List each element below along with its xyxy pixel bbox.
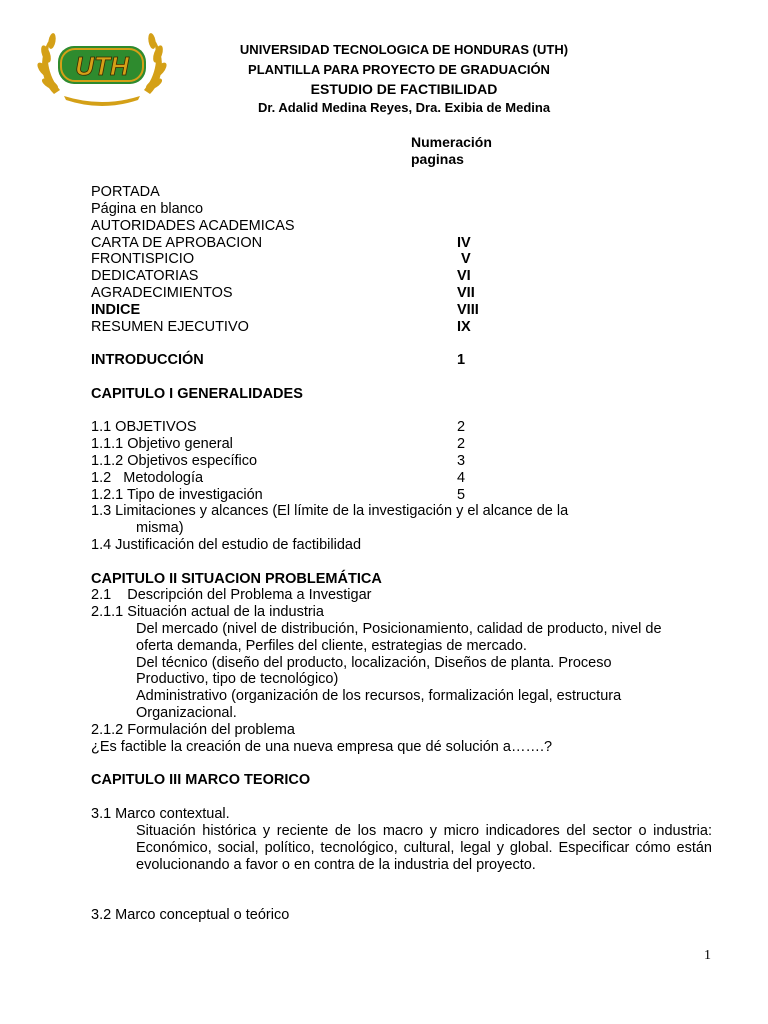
toc-portada: PORTADA	[91, 184, 160, 200]
toc-1-3-line2: misma)	[136, 520, 184, 536]
toc-tecnico-line1: Del técnico (diseño del producto, localización, Diseños de planta. Proceso	[136, 655, 612, 671]
numeration-header-line2: paginas	[411, 151, 464, 167]
toc-3-2: 3.2 Marco conceptual o teórico	[91, 907, 290, 923]
toc-carta-label: CARTA DE APROBACION	[91, 235, 263, 251]
numeration-header-line1: Numeración	[411, 134, 492, 150]
toc-capitulo-3: CAPITULO III MARCO TEORICO	[91, 772, 311, 788]
toc-capitulo-2: CAPITULO II SITUACION PROBLEMÁTICA	[91, 571, 382, 587]
toc-introduccion-label: INTRODUCCIÓN	[91, 352, 204, 368]
toc-2-1-1: 2.1.1 Situación actual de la industria	[91, 604, 324, 620]
toc-1-1-1-page: 2	[457, 436, 466, 452]
toc-agradecimientos-page: VII	[457, 285, 475, 301]
toc-dedicatorias-page: VI	[457, 268, 471, 284]
toc-mercado-line1: Del mercado (nivel de distribución, Posicionamiento, calidad de producto, nivel de	[136, 621, 662, 637]
toc-3-1: 3.1 Marco contextual.	[91, 806, 230, 822]
toc-1-2-1-page: 5	[457, 487, 466, 503]
toc-frontispicio-label: FRONTISPICIO	[91, 251, 195, 267]
toc-pregunta: ¿Es factible la creación de una nueva empresa que dé solución a…….?	[91, 739, 553, 755]
toc-agradecimientos-label: AGRADECIMIENTOS	[91, 285, 233, 301]
university-name: UNIVERSIDAD TECNOLOGICA DE HONDURAS (UTH)	[239, 42, 569, 57]
toc-2-1-2: 2.1.2 Formulación del problema	[91, 722, 295, 738]
page-number: 1	[704, 948, 711, 963]
toc-1-2-page: 4	[457, 470, 466, 486]
toc-1-1-2-page: 3	[457, 453, 466, 469]
toc-indice-label: INDICE	[91, 302, 141, 318]
toc-introduccion-page: 1	[457, 352, 466, 368]
toc-1-1-label: 1.1 OBJETIVOS	[91, 419, 197, 435]
toc-mercado-line2: oferta demanda, Perfiles del cliente, estrategias de mercado.	[136, 638, 527, 654]
template-name: PLANTILLA PARA PROYECTO DE GRADUACIÓN	[248, 62, 550, 77]
toc-1-1-2-label: 1.1.2 Objetivos específico	[91, 453, 258, 469]
toc-tecnico-line2: Productivo, tipo de tecnológico)	[136, 671, 339, 687]
toc-resumen-page: IX	[457, 319, 471, 335]
toc-1-1-1-label: 1.1.1 Objetivo general	[91, 436, 233, 452]
toc-carta-page: IV	[457, 235, 471, 251]
toc-admin-line1: Administrativo (organización de los recursos, formalización legal, estructura	[136, 688, 622, 704]
svg-text:UTH: UTH	[75, 51, 129, 81]
toc-1-2-1-label: 1.2.1 Tipo de investigación	[91, 487, 263, 503]
toc-1-3-line1: 1.3 Limitaciones y alcances (El límite de la investigación y el alcance de la	[91, 503, 569, 519]
document-title: ESTUDIO DE FACTIBILIDAD	[310, 81, 498, 97]
authors: Dr. Adalid Medina Reyes, Dra. Exibia de Medina	[257, 100, 551, 115]
toc-1-2-label: 1.2 Metodología	[91, 470, 204, 486]
numeration-header	[411, 134, 492, 168]
toc-3-1-text: Situación histórica y reciente de los macro y micro indicadores del sector o industria: Económico, social, político, tecnológico, cultural, legal y global. Especificar cómo están evolucionando a favor o en contra de la industria del proyecto.	[136, 823, 712, 873]
toc-autoridades: AUTORIDADES ACADEMICAS	[91, 218, 295, 234]
toc-1-1-page: 2	[457, 419, 466, 435]
toc-2-1: 2.1 Descripción del Problema a Investigar	[91, 587, 372, 603]
toc-indice-page: VIII	[457, 302, 479, 318]
toc-1-4: 1.4 Justificación del estudio de factibilidad	[91, 537, 362, 553]
toc-capitulo-1: CAPITULO I GENERALIDADES	[91, 386, 303, 402]
toc-admin-line2: Organizacional.	[136, 705, 237, 721]
toc-frontispicio-page: V	[461, 251, 471, 267]
toc-resumen-label: RESUMEN EJECUTIVO	[91, 319, 249, 335]
toc-dedicatorias-label: DEDICATORIAS	[91, 268, 199, 284]
toc-pagina-blanco: Página en blanco	[91, 201, 204, 217]
